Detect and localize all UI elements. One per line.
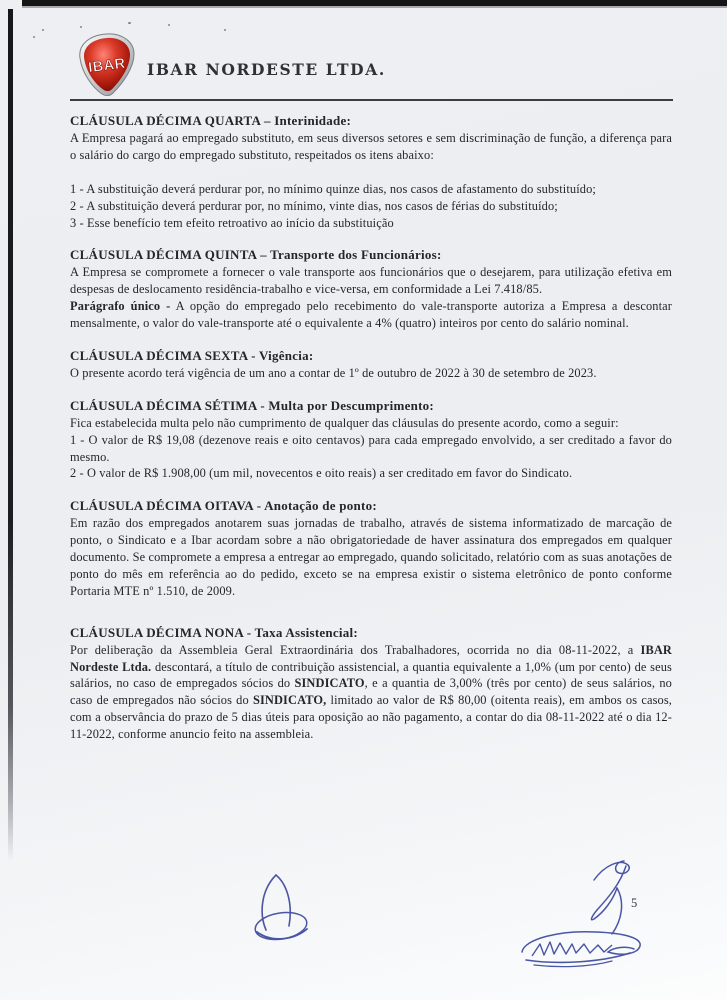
clause-body: O presente acordo terá vigência de um ano a contar de 1º de outubro de 2022 à 30 de setembro de 2023. — [70, 365, 597, 380]
company-logo — [74, 32, 140, 98]
clause-17 — [70, 398, 672, 483]
scan-speck — [168, 24, 170, 26]
scan-edge-top-shadow — [22, 6, 727, 8]
clause-14 — [70, 113, 672, 231]
clause-title: CLÁUSULA DÉCIMA NONA - Taxa Assistencial: — [70, 624, 358, 640]
scan-speck — [42, 29, 44, 31]
scan-edge-left — [8, 9, 13, 861]
clause-items — [70, 181, 672, 232]
body-segment-bold: IBAR Nordeste Ltda. — [70, 642, 672, 674]
clause-16 — [70, 348, 672, 382]
clause-body — [70, 642, 672, 743]
body-segment: Por deliberação da Assembleia Geral Extraordinária dos Trabalhadores, ocorrida no dia 08-11-2022, a — [70, 642, 641, 657]
clause-title: CLÁUSULA DÉCIMA QUINTA – Transporte dos Funcionários: — [70, 247, 442, 263]
paragraph-lead: Parágrafo único - — [70, 299, 171, 314]
clause-15 — [70, 247, 672, 332]
clause-title: CLÁUSULA DÉCIMA OITAVA - Anotação de ponto: — [70, 498, 377, 514]
handwritten-signature-scribble — [510, 922, 655, 976]
scan-speck — [80, 26, 82, 28]
clause-body: A Empresa se compromete a fornecer o vale transporte aos funcionários que o desejarem, para utilização efetiva em despesas de deslocamento residência-trabalho e vice-versa, em conformidade a Lei 7.418/85. — [70, 265, 672, 297]
clause-item: 1 - O valor de R$ 19,08 (dezenove reais e oito centavos) para cada empregado envolvido, a ser creditado a favor do mesmo. — [70, 432, 672, 464]
document-body — [70, 113, 672, 743]
clause-item: 3 - Esse benefício tem efeito retroativo ao início da substituição — [70, 215, 394, 230]
clause-item: 2 - A substituição deverá perdurar por, no mínimo, vinte dias, nos casos de férias do substituído; — [70, 198, 558, 213]
clause-title: CLÁUSULA DÉCIMA QUARTA – Interinidade: — [70, 113, 352, 128]
body-segment: , e a quantia de 3,00% (três por cento) de seus salários, no caso de empregados não sócios do — [70, 676, 672, 708]
clause-body: Em razão dos empregados anotarem suas jornadas de trabalho, através de sistema informatizado de marcação de ponto, o Sindicato e a Ibar acordam sobre a não obrigatoriedade de haver assinatura dos empregados em qualquer documento. Se compromete a empresa a entregar ao empregado, quando solicitado, relatório com as suas anotações de ponto do mês em referência ao do pedido, exceto se na empresa existir o sistema eletrônico de ponto conforme Portaria MTE nº 1.510, de 2009. — [70, 516, 672, 598]
body-segment-bold: SINDICATO, — [252, 693, 327, 708]
clause-title: CLÁUSULA DÉCIMA SÉTIMA - Multa por Descumprimento: — [70, 397, 434, 413]
scan-speck — [224, 29, 226, 31]
ibar-logo-icon — [74, 32, 140, 98]
clause-body: Fica estabelecida multa pelo não cumprimento de qualquer das cláusulas do presente acordo, como a seguir: — [70, 415, 619, 430]
clause-item: 1 - A substituição deverá perdurar por, no mínimo quinze dias, nos casos de afastamento do substituído; — [70, 181, 596, 196]
scan-speck — [33, 36, 35, 38]
handwritten-arch-oval-mark — [250, 868, 322, 952]
clause-item: 2 - O valor de R$ 1.908,00 (um mil, novecentos e oito reais) a ser creditado em favor do Sindicato. — [70, 466, 573, 481]
clause-body: A Empresa pagará ao empregado substituto, em seus diversos setores e sem discriminação de função, a diferença para o salário do cargo do empregado substituto, respeitados os itens abaixo: — [70, 130, 672, 162]
body-segment-bold: SINDICATO — [294, 676, 365, 691]
clause-title: CLÁUSULA DÉCIMA SEXTA - Vigência: — [70, 347, 314, 363]
logo-ibar-text: IBAR — [87, 55, 127, 77]
paragraph-text: A opção do empregado pelo recebimento do vale-transporte autoriza a Empresa a descontar mensalmente, o valor do vale-transporte até o equivalente a 4% (quatro) inteiros por cento do salário nominal. — [70, 299, 672, 331]
clause-18 — [70, 498, 672, 599]
clause-19 — [70, 625, 672, 743]
paragraph-unico — [70, 298, 672, 332]
page-number: 5 — [631, 896, 638, 910]
body-segment: limitado ao valor de R$ 80,00 (oitenta reais), em ambos os casos, com a observância do prazo de 5 dias úteis para oposição ao não pagamento, a contar do dia 08-11-2022 até o dia 12-11-2022, conforme anuncio feito na assembleia. — [70, 693, 672, 742]
header-rule — [70, 99, 673, 101]
company-name: IBAR NORDESTE LTDA. — [147, 60, 386, 79]
body-segment: descontará, a título de contribuição assistencial, a quantia equivalente a 1,0% (um por cento) de seus salários, no caso de empregados sócios do — [70, 659, 672, 691]
scan-speck — [128, 22, 131, 24]
